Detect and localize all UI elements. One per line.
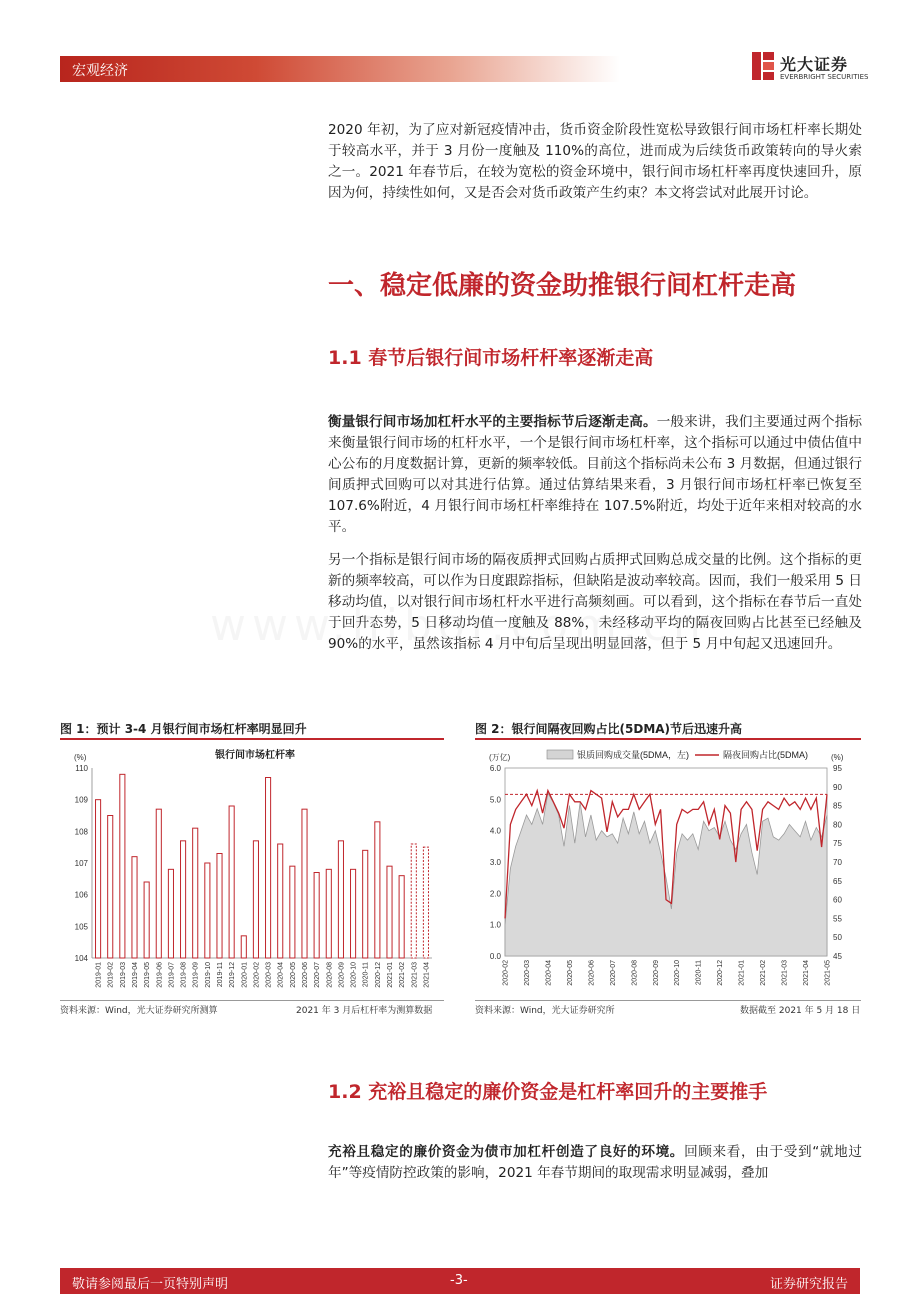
chart-1-y-tick-label: 109 bbox=[74, 795, 88, 805]
chart-1-bar bbox=[387, 866, 392, 958]
chart-2-x-tick-label: 2021-05 bbox=[824, 960, 832, 986]
chart-1-x-tick-label: 2020-10 bbox=[350, 962, 358, 988]
chart-1-x-tick-label: 2020-04 bbox=[277, 962, 285, 988]
chart-1-bar bbox=[217, 854, 222, 959]
chart-2-left-tick-label: 2.0 bbox=[489, 889, 501, 899]
chart-1-y-tick-label: 104 bbox=[74, 954, 88, 963]
chart-2-x-tick-label: 2021-01 bbox=[738, 960, 746, 986]
chart-1-x-tick-label: 2019-06 bbox=[156, 962, 164, 988]
figure-2-note: 数据截至 2021 年 5 月 18 日 bbox=[740, 1006, 861, 1016]
chart-2-x-tick-label: 2021-03 bbox=[781, 960, 789, 986]
chart-1-x-tick-label: 2021-04 bbox=[423, 962, 431, 988]
chart-1-x-tick-label: 2019-07 bbox=[168, 962, 176, 988]
chart-2-right-tick-label: 50 bbox=[833, 933, 842, 943]
figure-2-bottom-rule bbox=[475, 1000, 861, 1001]
paragraph-1-body: 一般来讲，我们主要通过两个指标来衡量银行间市场的杠杆水平，一个是银行间市场杠杆率，这个指标可以通过中债估值中心公布的月度数据计算，更新的频率较低。目前这个指标尚未公布 3 月数据，但通过银行间质押式回购可以对其进行估算。通过估算结果来看，3 月银行间市场杠杆率已恢复至 107.6%附近，4 月银行间市场杠杆率维持在 107.5%附近，均处于近年来相对较高的水平。 bbox=[328, 414, 863, 535]
chart-1-bar bbox=[144, 882, 149, 958]
logo-text: 光大证券 bbox=[780, 55, 849, 74]
legend-overnight-label: 隔夜回购占比(5DMA) bbox=[723, 750, 808, 760]
chart-2-x-tick-label: 2020-03 bbox=[523, 960, 531, 986]
chart-1-y-tick-label: 108 bbox=[74, 827, 88, 837]
figure-2-title: 图 2：银行间隔夜回购占比(5DMA)节后迅速升高 bbox=[475, 722, 743, 736]
chart-1-y-tick-label: 106 bbox=[74, 890, 88, 900]
chart-1-x-tick-label: 2019-12 bbox=[229, 962, 237, 988]
paragraph-3 bbox=[328, 1142, 862, 1184]
chart-1-bar bbox=[423, 847, 428, 958]
chart-2-x-tick-label: 2020-10 bbox=[674, 960, 682, 986]
figure-2-source: 资料来源：Wind，光大证券研究所 bbox=[475, 1006, 615, 1016]
chart-1-bar bbox=[302, 809, 307, 958]
paragraph-3-body: 回顾来看，由于受到“就地过年”等疫情防控政策的影响，2021 年春节期间的取现需求明显减弱，叠加 bbox=[328, 1144, 863, 1181]
figure-2-rule bbox=[475, 738, 861, 740]
chart-1-x-tick-label: 2020-05 bbox=[289, 962, 297, 988]
chart-2-left-tick-label: 5.0 bbox=[489, 795, 501, 805]
chart-1-bar bbox=[181, 841, 186, 958]
chart-1-bar bbox=[351, 869, 356, 958]
chart-1-x-tick-label: 2019-09 bbox=[192, 962, 200, 988]
intro-paragraph: 2020 年初，为了应对新冠疫情冲击，货币资金阶段性宽松导致银行间市场杠杆率长期处于较高水平，并于 3 月份一度触及 110%的高位，进而成为后续货币政策转向的导火索之一。2021 年春节后，在较为宽松的资金环境中，银行间市场杠杆率再度快速回升，原因为何，持续性如何，又是否会对货币政策产生约束？本文将尝试对此展开讨论。 bbox=[328, 122, 862, 201]
chart-2-left-unit: (万亿) bbox=[489, 753, 511, 762]
paragraph-1-lead: 衡量银行间市场加杠杆水平的主要指标节后逐渐走高。 bbox=[328, 414, 657, 430]
footer-band bbox=[60, 1268, 860, 1294]
chart-2-right-tick-label: 80 bbox=[833, 820, 842, 830]
chart-1-x-tick-label: 2020-08 bbox=[326, 962, 334, 988]
figure-1-rule bbox=[60, 738, 444, 740]
chart-1-bar bbox=[96, 800, 101, 958]
chart-2-right-tick-label: 85 bbox=[833, 801, 842, 811]
chart-1-y-tick-label: 107 bbox=[74, 859, 88, 868]
chart-1-x-tick-label: 2019-10 bbox=[204, 962, 212, 988]
chart-1-bar bbox=[411, 844, 416, 958]
chart-1-x-tick-label: 2019-08 bbox=[180, 962, 188, 988]
chart-1-bar bbox=[193, 828, 198, 958]
footer-report-type: 证券研究报告 bbox=[769, 1277, 848, 1292]
chart-1-bar bbox=[290, 866, 295, 958]
chart-1-x-tick-label: 2020-03 bbox=[265, 962, 273, 988]
figure-1-note: 2021 年 3 月后杠杆率为测算数据 bbox=[296, 1006, 433, 1016]
chart-1-bar bbox=[108, 816, 113, 959]
figure-1-chart bbox=[60, 742, 444, 997]
chart-1-bar bbox=[205, 863, 210, 958]
chart-1-x-tick-label: 2020-12 bbox=[374, 962, 382, 988]
subsection-heading-1-1: 1.1 春节后银行间市场杆杆率逐渐走高 bbox=[328, 347, 654, 369]
legend-volume-label: 银质回购成交量(5DMA，左) bbox=[577, 750, 689, 760]
chart-2-x-tick-label: 2020-02 bbox=[502, 960, 510, 986]
chart-1-x-tick-label: 2020-02 bbox=[253, 962, 261, 988]
chart-1-bar bbox=[338, 841, 343, 958]
chart-1-bar bbox=[266, 778, 271, 959]
logo-text-en: EVERBRIGHT SECURITIES bbox=[780, 73, 869, 81]
chart-1-x-tick-label: 2021-02 bbox=[399, 962, 407, 988]
chart-1-title: 银行间市场杠杆率 bbox=[215, 750, 295, 761]
chart-2-right-tick-label: 90 bbox=[833, 782, 842, 792]
footer-disclaimer: 敬请参阅最后一页特别声明 bbox=[72, 1277, 229, 1292]
chart-2-right-tick-label: 95 bbox=[833, 764, 842, 773]
chart-1-x-tick-label: 2019-05 bbox=[144, 962, 152, 988]
chart-2-right-unit: (%) bbox=[831, 753, 844, 762]
chart-2-x-tick-label: 2020-11 bbox=[695, 960, 703, 986]
page-number: -3- bbox=[450, 1273, 468, 1288]
chart-1-bar bbox=[132, 857, 137, 958]
chart-1-y-tick-label: 110 bbox=[75, 764, 88, 773]
chart-1-x-tick-label: 2019-11 bbox=[217, 962, 224, 988]
section-heading: 一、稳定低廉的资金助推银行间杠杆走高 bbox=[328, 271, 797, 301]
chart-2-left-tick-label: 6.0 bbox=[489, 764, 501, 773]
chart-1-x-tick-label: 2019-02 bbox=[107, 962, 115, 988]
chart-1-bar bbox=[120, 774, 125, 958]
chart-2-right-tick-label: 55 bbox=[833, 914, 842, 924]
chart-1-unit-label: (%) bbox=[74, 753, 87, 762]
chart-2-left-tick-label: 1.0 bbox=[489, 920, 501, 930]
chart-2-x-tick-label: 2021-02 bbox=[760, 960, 768, 986]
chart-2-x-tick-label: 2020-06 bbox=[588, 960, 596, 986]
chart-2-left-tick-label: 3.0 bbox=[489, 858, 501, 867]
header-category: 宏观经济 bbox=[72, 63, 128, 79]
figure-2-chart bbox=[475, 742, 861, 997]
chart-1-x-tick-label: 2021-03 bbox=[411, 962, 419, 988]
chart-1-x-tick-label: 2019-03 bbox=[119, 962, 127, 988]
chart-2-x-tick-label: 2020-05 bbox=[566, 960, 574, 986]
chart-1-bar bbox=[241, 936, 246, 958]
logo-mark-icon bbox=[752, 52, 774, 80]
chart-1-x-tick-label: 2019-01 bbox=[95, 962, 103, 988]
chart-2-x-tick-label: 2020-07 bbox=[609, 960, 617, 986]
legend-volume-swatch bbox=[547, 750, 573, 759]
chart-1-bar bbox=[375, 822, 380, 958]
chart-1-x-tick-label: 2020-01 bbox=[241, 962, 249, 988]
chart-2-right-tick-label: 70 bbox=[833, 858, 842, 867]
chart-1-bar bbox=[326, 869, 331, 958]
chart-1-x-tick-label: 2020-07 bbox=[314, 962, 322, 988]
chart-2-left-tick-label: 4.0 bbox=[489, 826, 501, 836]
paragraph-2: 另一个指标是银行间市场的隔夜质押式回购占质押式回购总成交量的比例。这个指标的更新的频率较高，可以作为日度跟踪指标，但缺陷是波动率较高。因而，我们一般采用 5 日移动均值，以对银行间市场杠杆水平进行高频刻画。可以看到，这个指标在春节后一直处于回升态势，5 日移动均值一度触及 88%，未经移动平均的隔夜回购占比甚至已经触及 90%的水平，虽然该指标 4 月中旬后呈现出明显回落，但于 5 月中旬起又迅速回升。 bbox=[328, 552, 862, 652]
chart-1-bar bbox=[314, 873, 319, 959]
figure-1-bottom-rule bbox=[60, 1000, 444, 1001]
figure-1-title: 图 1：预计 3-4 月银行间市场杠杆率明显回升 bbox=[60, 722, 307, 736]
subsection-heading-1-2: 1.2 充裕且稳定的廉价资金是杠杆率回升的主要推手 bbox=[328, 1081, 768, 1103]
chart-2-right-tick-label: 75 bbox=[833, 839, 842, 849]
chart-2-x-tick-label: 2020-09 bbox=[652, 960, 660, 986]
chart-2-left-tick-label: 0.0 bbox=[489, 952, 501, 961]
chart-1-bar bbox=[363, 850, 368, 958]
chart-2-right-tick-label: 45 bbox=[833, 952, 842, 961]
chart-1-bar bbox=[156, 809, 161, 958]
chart-2-x-tick-label: 2020-08 bbox=[631, 960, 639, 986]
chart-1-x-tick-label: 2020-06 bbox=[302, 962, 309, 988]
chart-1-bar bbox=[229, 806, 234, 958]
chart-2-right-tick-label: 65 bbox=[833, 876, 842, 886]
chart-2-right-tick-label: 60 bbox=[833, 895, 842, 905]
chart-2-volume-area bbox=[505, 793, 827, 956]
chart-1-x-tick-label: 2021-01 bbox=[387, 962, 394, 988]
chart-1-y-tick-label: 105 bbox=[74, 922, 88, 932]
paragraph-3-lead: 充裕且稳定的廉价资金为债市加杠杆创造了良好的环境。 bbox=[328, 1144, 685, 1160]
chart-1-bar bbox=[278, 844, 283, 958]
chart-1-bar bbox=[168, 869, 173, 958]
chart-1-x-tick-label: 2020-11 bbox=[362, 962, 370, 988]
chart-1-x-tick-label: 2019-04 bbox=[132, 962, 139, 988]
chart-1-bar bbox=[253, 841, 258, 958]
chart-1-x-tick-label: 2020-09 bbox=[338, 962, 346, 988]
chart-2-x-tick-label: 2021-04 bbox=[803, 960, 811, 986]
figure-1-source: 资料来源：Wind，光大证券研究所测算 bbox=[60, 1006, 218, 1016]
chart-1-bar bbox=[399, 876, 404, 958]
header-band bbox=[60, 56, 620, 82]
paragraph-1 bbox=[328, 412, 862, 538]
chart-2-x-tick-label: 2020-12 bbox=[717, 960, 725, 986]
chart-2-x-tick-label: 2020-04 bbox=[545, 960, 553, 986]
